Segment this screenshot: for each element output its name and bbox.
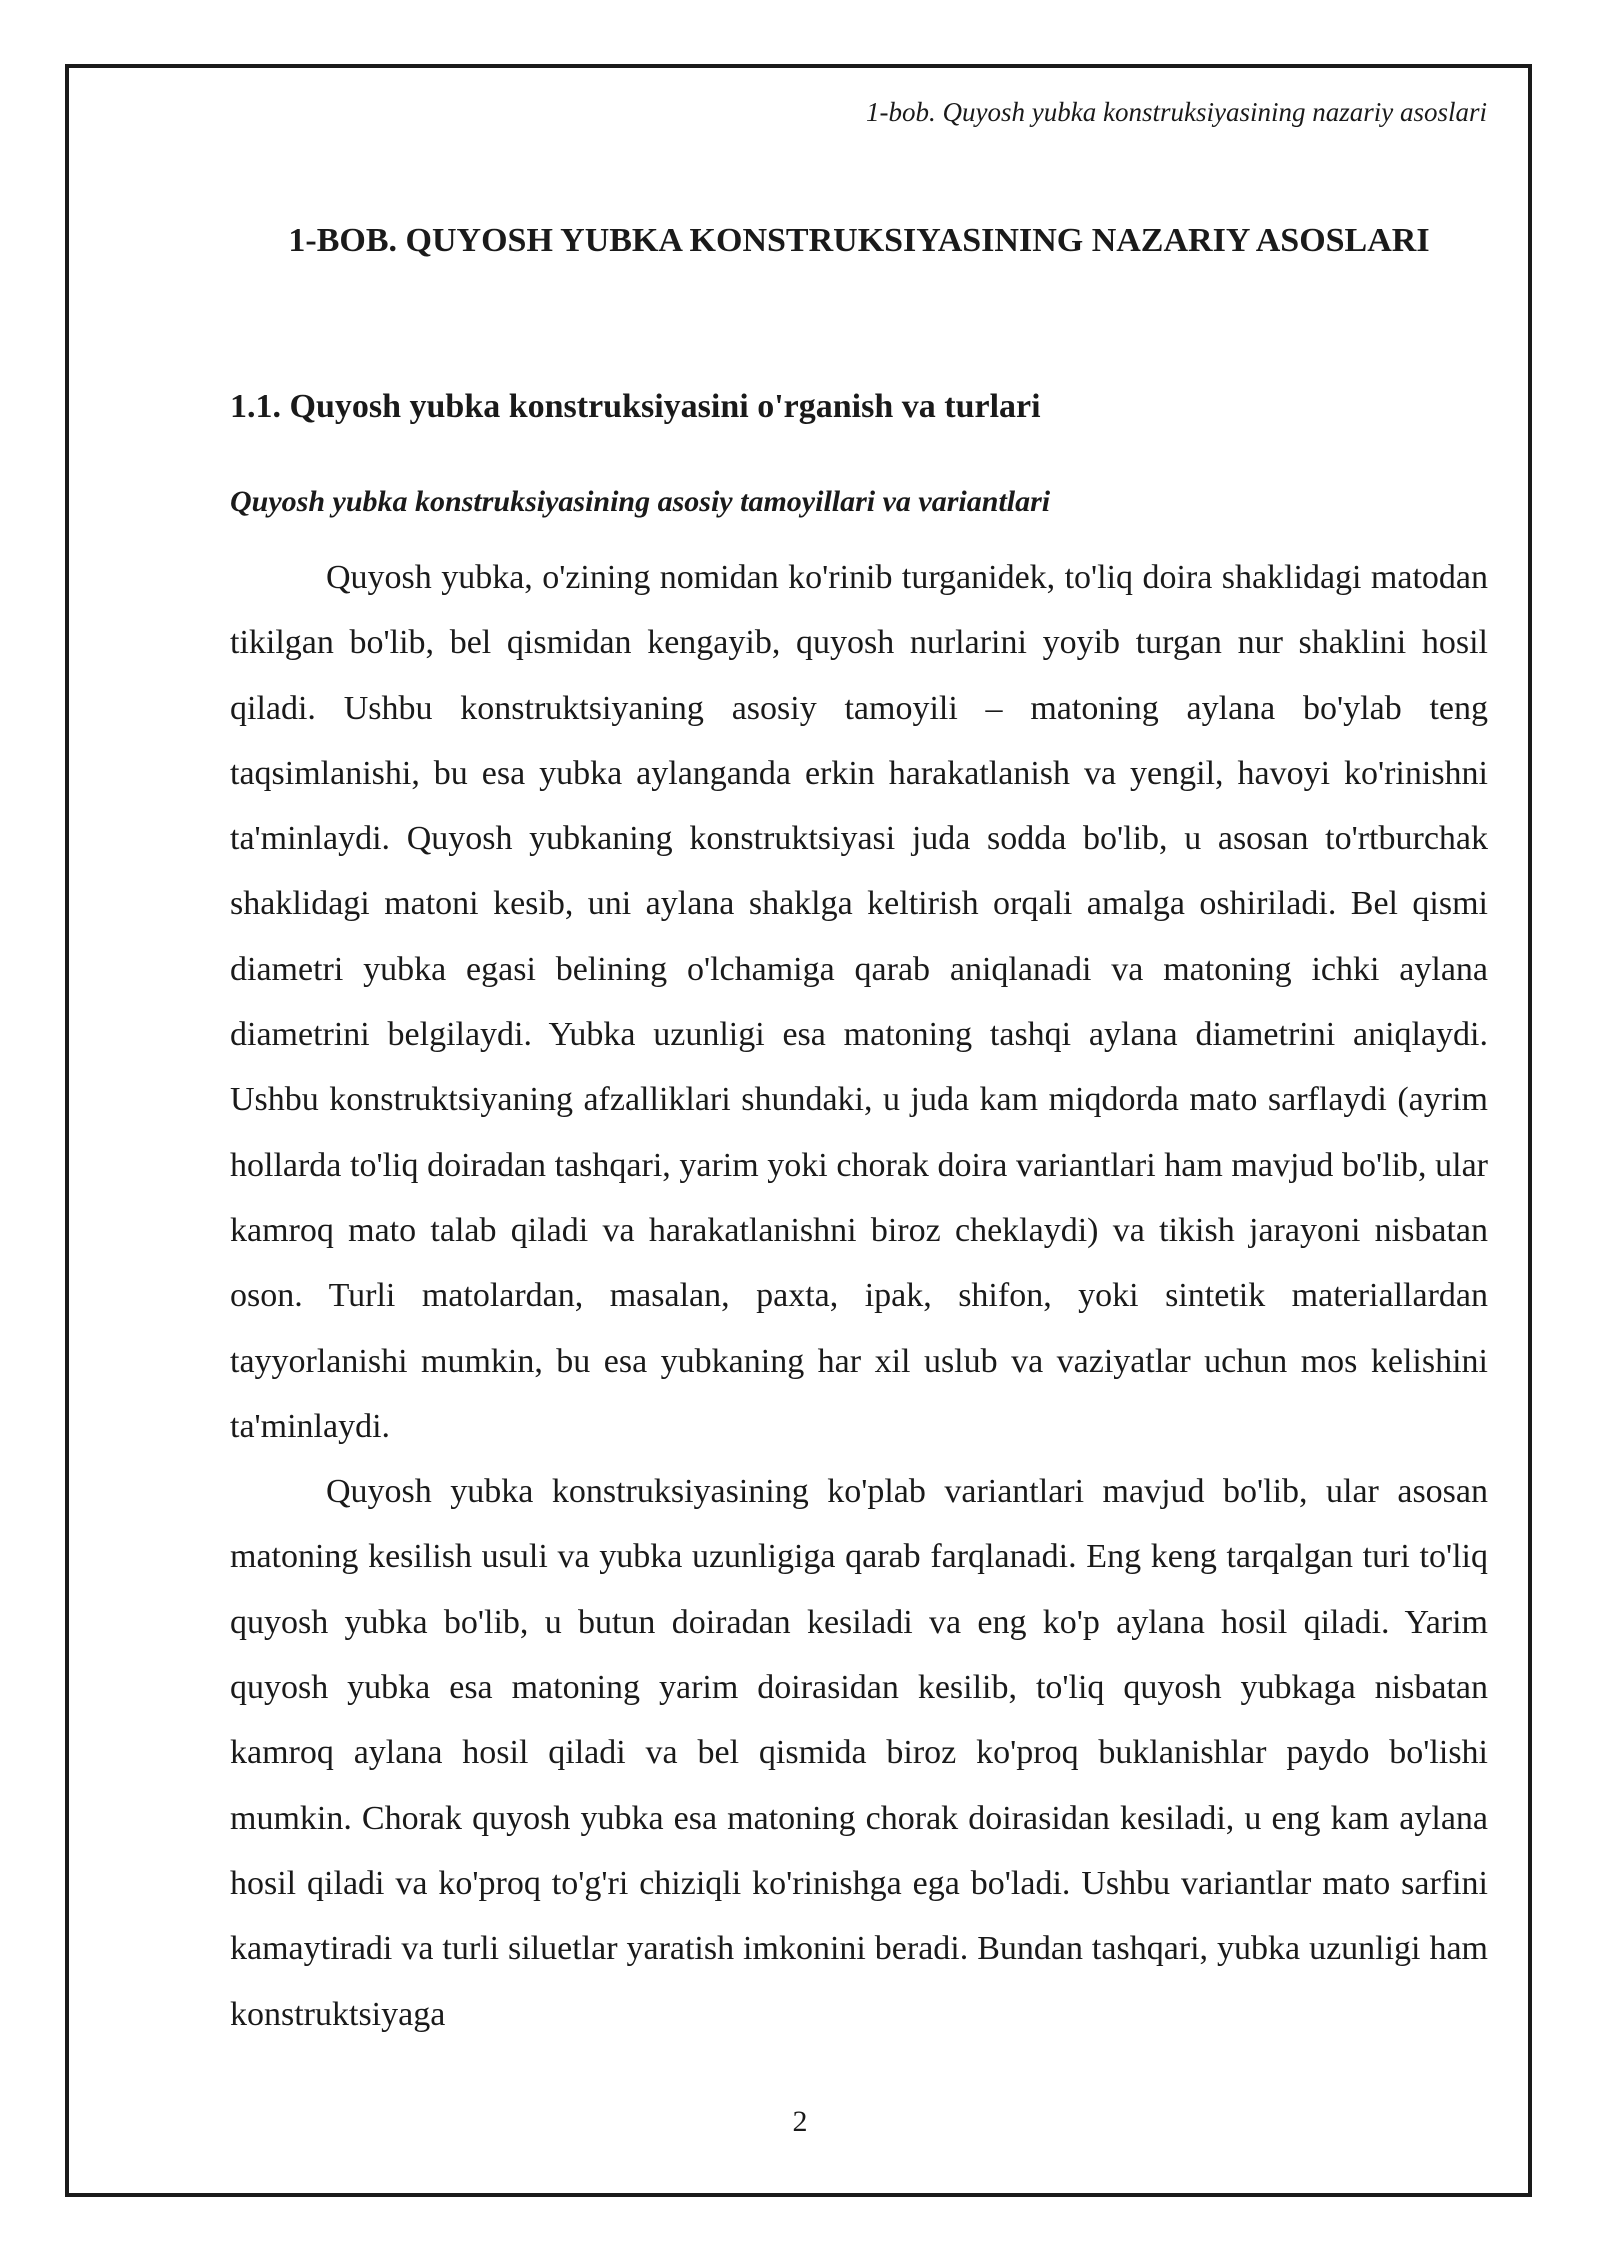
body-text (230, 545, 1488, 2047)
subsection-title: Quyosh yubka konstruksiyasining asosiy tamoyillari va variantlari (230, 485, 1051, 518)
paragraph-2: Quyosh yubka konstruksiyasining ko'plab variantlari mavjud bo'lib, ular asosan matoning kesilish usuli va yubka uzunligiga qarab farqlanadi. Eng keng tarqalgan turi to'liq quyosh yubka bo'lib, u butun doiradan kesiladi va eng ko'p aylana hosil qiladi. Yarim quyosh yubka esa matoning yarim doirasidan kesilib, to'liq quyosh yubkaga nisbatan kamroq aylana hosil qiladi va bel qismida biroz ko'proq buklanishlar paydo bo'lishi mumkin. Chorak quyosh yubka esa matoning chorak doirasidan kesiladi, u eng kam aylana hosil qiladi va ko'proq to'g'ri chiziqli ko'rinishga ega bo'ladi. Ushbu variantlar mato sarfini kamaytiradi va turli siluetlar yaratish imkonini beradi. Bundan tashqari, yubka uzunligi ham konstruktsiyaga (230, 1473, 1488, 2033)
paragraph-1: Quyosh yubka, o'zining nomidan ko'rinib turganidek, to'liq doira shaklidagi matodan tikilgan bo'lib, bel qismidan kengayib, quyosh nurlarini yoyib turgan nur shaklini hosil qiladi. Ushbu konstruktsiyaning asosiy tamoyili – matoning aylana bo'ylab teng taqsimlanishi, bu esa yubka aylanganda erkin harakatlanish va yengil, havoyi ko'rinishni ta'minlaydi. Quyosh yubkaning konstruktsiyasi juda sodda bo'lib, u asosan to'rtburchak shaklidagi matoni kesib, uni aylana shaklga keltirish orqali amalga oshiriladi. Bel qismi diametri yubka egasi belining o'lchamiga qarab aniqlanadi va matoning ichki aylana diametrini belgilaydi. Yubka uzunligi esa matoning tashqi aylana diametrini aniqlaydi. Ushbu konstruktsiyaning afzalliklari shundaki, u juda kam miqdorda mato sarflaydi (ayrim hollarda to'liq doiradan tashqari, yarim yoki chorak doira variantlari ham mavjud bo'lib, ular kamroq mato talab qiladi va harakatlanishni biroz cheklaydi) va tikish jarayoni nisbatan oson. Turli matolardan, masalan, paxta, ipak, shifon, yoki sintetik materiallardan tayyorlanishi mumkin, bu esa yubkaning har xil uslub va vaziyatlar uchun mos kelishini ta'minlaydi. (230, 559, 1488, 1445)
running-header: 1-bob. Quyosh yubka konstruksiyasining nazariy asoslari (866, 97, 1487, 127)
chapter-title: 1-BOB. QUYOSH YUBKA KONSTRUKSIYASINING NAZARIY ASOSLARI (288, 222, 1430, 259)
section-title: 1.1. Quyosh yubka konstruksiyasini o'rganish va turlari (230, 388, 1041, 425)
page-number: 2 (792, 2105, 808, 2138)
